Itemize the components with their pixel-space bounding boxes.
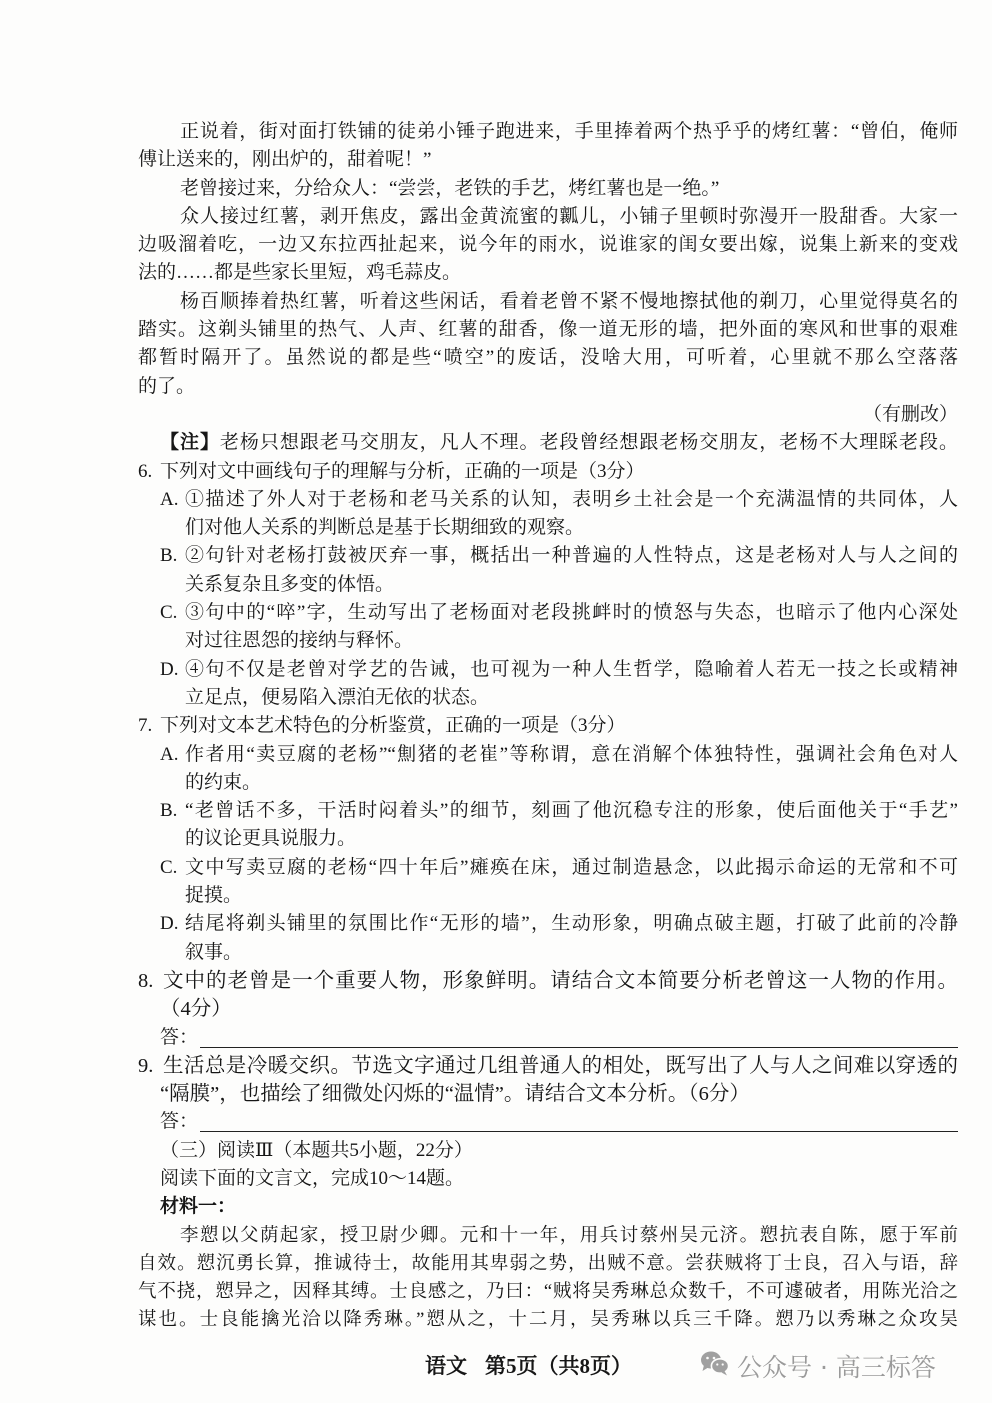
footer-subject: 语文	[425, 1354, 467, 1378]
source-note: （有删改）	[862, 403, 958, 425]
annotation-label: 【注】	[160, 432, 220, 454]
section-3-heading: （三）阅读Ⅲ（本题共5小题，22分）	[160, 1139, 473, 1161]
q6-option-a-line-1: ①描述了外人对于老杨和老马关系的认知，表明乡土社会是一个充满温情的共同体，人	[185, 488, 958, 510]
page-content	[0, 118, 992, 1335]
page-footer	[425, 1352, 632, 1380]
question-9-line-2: “隔膜”，也描绘了细微处闪烁的“温情”。请结合文本分析。（6分）	[160, 1083, 750, 1106]
q7-option-c-line-2: 捉摸。	[185, 885, 243, 907]
q6-option-b-letter: B.	[160, 545, 178, 567]
q6-option-a	[160, 486, 958, 514]
q7-option-b-line-1: “老曾话不多，干活时闷着头”的细节，刻画了他沉稳专注的形象，使后面他关于“手艺”	[185, 800, 958, 822]
question-6-stem	[138, 458, 958, 486]
q7-option-c	[160, 854, 958, 882]
q6-option-a-letter: A.	[160, 488, 179, 510]
passage-p4-line-2: 踏实。这剃头铺里的热气、人声、红薯的甜香，像一道无形的墙，把外面的寒风和世事的艰难	[138, 319, 958, 341]
q7-option-d	[160, 910, 958, 938]
q7-option-b	[160, 797, 958, 825]
passage-p2-line-1: 老曾接过来，分给众人：“尝尝，老铁的手艺，烤红薯也是一绝。”	[180, 177, 720, 199]
q7-option-a-letter: A.	[160, 743, 179, 765]
passage-p1-line-1: 正说着，街对面打铁铺的徒弟小锤子跑进来，手里捧着两个热乎乎的烤红薯：“曾伯，俺师	[180, 121, 958, 142]
wechat-icon	[700, 1350, 730, 1382]
passage-p3-line-2: 边吸溜着吃，一边又东拉西扯起来，说今年的雨水，说谁家的闺女要出嫁，说集上新来的变戏	[138, 234, 958, 256]
q6-option-c-letter: C.	[160, 602, 178, 624]
question-8-answer-label: 答：	[160, 1026, 199, 1048]
q7-option-b-line-2: 的议论更具说服力。	[185, 828, 357, 850]
question-9-stem	[138, 1052, 958, 1080]
question-8-answer-area	[160, 1024, 958, 1052]
question-8-line-2: （4分）	[160, 998, 232, 1021]
classical-text-line-1: 李愬以父荫起家，授卫尉少卿。元和十一年，用兵讨蔡州吴元济。愬抗表自陈，愿于军前	[180, 1225, 958, 1246]
question-8-number: 8.	[138, 969, 154, 992]
q7-option-d-line-1: 结尾将剃头铺里的氛围比作“无形的墙”，生动形象，明确点破主题，打破了此前的冷静	[185, 913, 958, 935]
annotation-text: 老杨只想跟老马交朋友，凡人不理。老段曾经想跟老杨交朋友，老杨不大理睬老段。	[219, 432, 958, 454]
annotation-note	[160, 429, 958, 457]
question-9-answer-label: 答：	[160, 1111, 199, 1133]
classical-text-line-4: 谋也。士良能擒光洽以降秀琳。”愬从之，十二月，吴秀琳以兵三千降。愬乃以秀琳之众攻吴	[138, 1310, 958, 1331]
q7-option-c-letter: C.	[160, 856, 178, 878]
q6-option-d-line-1: ④句不仅是老曾对学艺的告诫，也可视为一种人生哲学，隐喻着人若无一技之长或精神	[185, 658, 958, 680]
q6-option-a-line-2: 们对他人关系的判断总是基于长期细致的观察。	[185, 517, 585, 539]
q6-option-b	[160, 542, 958, 570]
q6-option-c	[160, 599, 958, 627]
watermark-text: 公众号 · 高三标答	[737, 1353, 936, 1382]
q6-option-d-line-2: 立足点，便易陷入漂泊无依的状态。	[185, 686, 490, 708]
footer-page-number: 第5页（共8页）	[485, 1354, 632, 1378]
question-9-line-1: 生活总是冷暖交织。节选文字通过几组普通人的相处，既写出了人与人之间难以穿透的	[163, 1054, 958, 1077]
watermark	[700, 1350, 936, 1382]
q7-option-c-line-1: 文中写卖豆腐的老杨“四十年后”瘫痪在床，通过制造悬念，以此揭示命运的无常和不可	[185, 856, 958, 878]
question-7-text: 下列对文本艺术特色的分析鉴赏，正确的一项是（3分）	[160, 715, 626, 737]
q6-option-b-line-1: ②句针对老杨打鼓被厌弃一事，概括出一种普遍的人性特点，这是老杨对人与人之间的	[185, 545, 958, 567]
q7-option-b-letter: B.	[160, 800, 178, 822]
question-9-number: 9.	[138, 1054, 154, 1077]
question-9-answer-area	[160, 1108, 958, 1136]
q6-option-d-letter: D.	[160, 658, 179, 680]
passage-p4-line-3: 都暂时隔开了。虽然说的都是些“喷空”的废话，没啥大用，可听着，心里就不那么空落落	[138, 347, 958, 369]
q7-option-d-line-2: 叙事。	[185, 941, 243, 963]
passage-p4-line-1: 杨百顺捧着热红薯，听着这些闲话，看着老曾不紧不慢地擦拭他的剃刀，心里觉得莫名的	[180, 290, 958, 312]
q6-option-c-line-2: 对过往恩怨的接纳与释怀。	[185, 630, 414, 652]
passage-p3-line-1: 众人接过红薯，剥开焦皮，露出金黄流蜜的瓤儿，小铺子里顿时弥漫开一股甜香。大家一	[180, 205, 958, 227]
passage-p1-line-2: 傅让送来的，刚出炉的，甜着呢！”	[138, 149, 432, 171]
classical-text-line-3: 气不挠，愬异之，因释其缚。士良感之，乃曰：“贼将吴秀琳总众数千，不可遽破者，用陈光洽之	[138, 1282, 958, 1303]
material-1-label: 材料一：	[160, 1196, 237, 1218]
q7-option-a	[160, 741, 958, 769]
question-6-text: 下列对文中画线句子的理解与分析，正确的一项是（3分）	[160, 460, 645, 482]
q7-option-a-line-1: 作者用“卖豆腐的老杨”“劁猪的老崔”等称谓，意在消解个体独特性，强调社会角色对人	[185, 743, 958, 765]
q6-option-b-line-2: 关系复杂且多变的体悟。	[185, 573, 395, 595]
section-3-instruction: 阅读下面的文言文，完成10～14题。	[160, 1167, 465, 1189]
question-8-answer-line	[200, 1024, 958, 1048]
passage-p3-line-3: 法的……都是些家长里短，鸡毛蒜皮。	[138, 262, 462, 284]
question-7-stem	[138, 712, 958, 740]
question-8-stem	[138, 967, 958, 995]
question-6-number: 6.	[138, 460, 153, 482]
q6-option-c-line-1: ③句中的“啐”字，生动写出了老杨面对老段挑衅时的愤怒与失态，也暗示了他内心深处	[185, 602, 958, 624]
question-9-answer-line	[200, 1108, 958, 1132]
q7-option-a-line-2: 的约束。	[185, 771, 262, 793]
q6-option-d	[160, 656, 958, 684]
q7-option-d-letter: D.	[160, 913, 179, 935]
classical-text-line-2: 自效。愬沉勇长算，推诚待士，故能用其卑弱之势，出贼不意。尝获贼将丁士良，召入与语，辞	[138, 1253, 958, 1274]
passage-p4-line-4: 的了。	[138, 375, 196, 397]
question-7-number: 7.	[138, 715, 153, 737]
question-8-line-1: 文中的老曾是一个重要人物，形象鲜明。请结合文本简要分析老曾这一人物的作用。	[163, 969, 958, 992]
